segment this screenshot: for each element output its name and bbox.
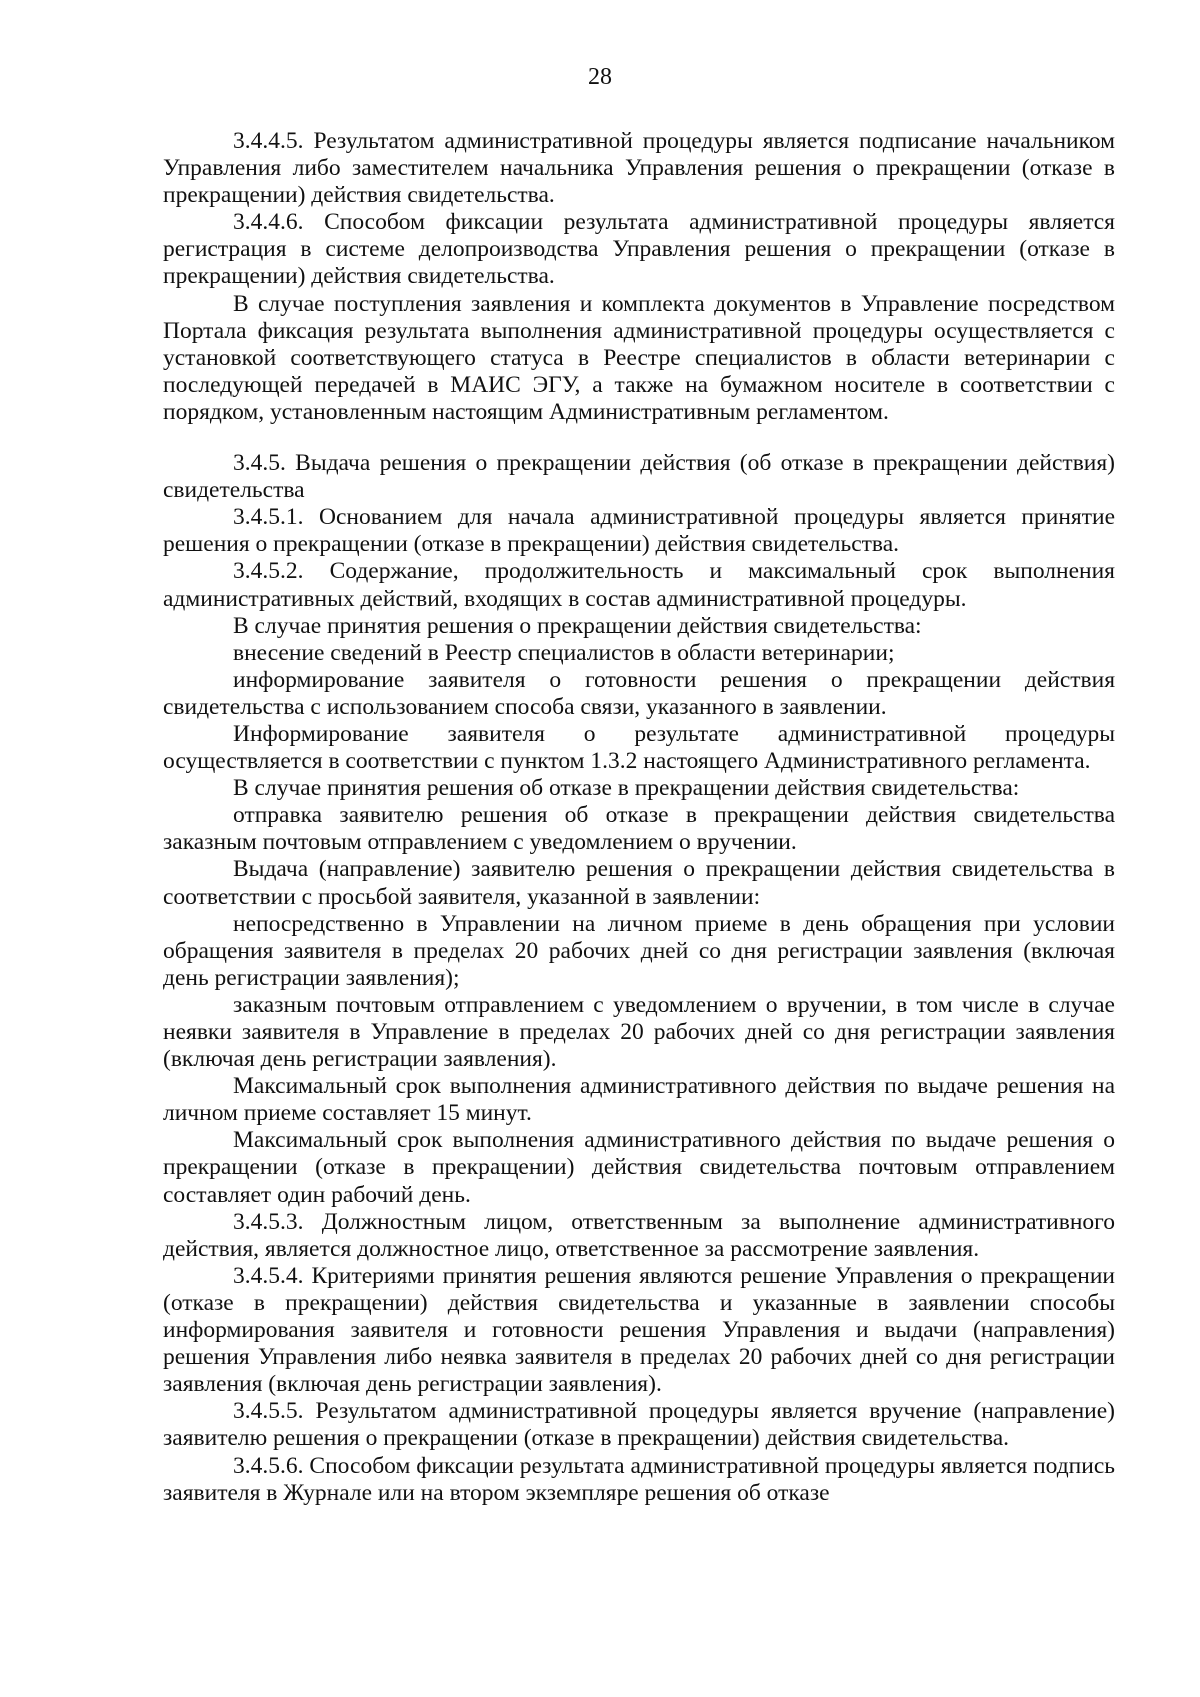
paragraph-3-4-5-4: 3.4.5.4. Критериями принятия решения являются решение Управления о прекращении (отказе в прекращении) действия свидетельства и указанные в заявлении способы информирования заявителя и готовности решения Управления и выдачи (направления) решения Управления либо неявка заявителя в пределах 20 рабочих дней со дня регистрации заявления (включая день регистрации заявления). — [163, 1262, 1115, 1398]
list-item-informing-applicant: информирование заявителя о готовности решения о прекращении действия свидетельства с использованием способа связи, указанного в заявлении. — [163, 666, 1115, 720]
paragraph-portal-fixation: В случае поступления заявления и комплекта документов в Управление посредством Портала фиксация результата выполнения административной процедуры осуществляется с установкой соответствующего статуса в Реестре специалистов в области ветеринарии с последующей передачей в МАИС ЭГУ, а также на бумажном носителе в соответствии с порядком, установленным настоящим Административным регламентом. — [163, 290, 1115, 425]
paragraph-3-4-4-6: 3.4.4.6. Способом фиксации результата административной процедуры является регистрация в системе делопроизводства Управления решения о прекращении (отказе в прекращении) действия свидетельства. — [163, 209, 1115, 290]
paragraph-max-term-mail: Максимальный срок выполнения административного действия по выдаче решения о прекращении (отказе в прекращении) действия свидетельства почтовым отправлением составляет один рабочий день. — [163, 1127, 1115, 1208]
list-item-in-person: непосредственно в Управлении на личном приеме в день обращения при условии обращения заявителя в пределах 20 рабочих дней со дня регистрации заявления (включая день регистрации заявления); — [163, 910, 1115, 991]
paragraph-3-4-5-2: 3.4.5.2. Содержание, продолжительность и максимальный срок выполнения административных действий, входящих в состав административной процедуры. — [163, 558, 1115, 612]
paragraph-termination-case: В случае принятия решения о прекращении действия свидетельства: — [233, 612, 922, 639]
paragraph-issuance: Выдача (направление) заявителю решения о прекращении действия свидетельства в соответствии с просьбой заявителя, указанной в заявлении: — [163, 856, 1115, 910]
page-number: 28 — [588, 64, 612, 90]
paragraph-informing-result: Информирование заявителя о результате административной процедуры осуществляется в соответствии с пунктом 1.3.2 настоящего Административного регламента. — [163, 720, 1115, 775]
section-gap — [163, 426, 1115, 450]
paragraph-3-4-5-3: 3.4.5.3. Должностным лицом, ответственным за выполнение административного действия, является должностное лицо, ответственное за рассмотрение заявления. — [163, 1208, 1115, 1262]
list-item-sending-refusal: отправка заявителю решения об отказе в прекращении действия свидетельства заказным почтовым отправлением с уведомлением о вручении. — [163, 802, 1115, 856]
paragraph-max-term-in-person: Максимальный срок выполнения административного действия по выдаче решения на личном приеме составляет 15 минут. — [163, 1073, 1115, 1127]
document-body — [163, 128, 1115, 1507]
paragraph-3-4-5-1: 3.4.5.1. Основанием для начала административной процедуры является принятие решения о прекращении (отказе в прекращении) действия свидетельства. — [163, 504, 1115, 558]
section-heading-3-4-5: 3.4.5. Выдача решения о прекращении действия (об отказе в прекращении действия) свидетельства — [163, 450, 1115, 504]
paragraph-refusal-case: В случае принятия решения об отказе в прекращении действия свидетельства: — [233, 775, 1020, 802]
list-item-registry-entry: внесение сведений в Реестр специалистов в области ветеринарии; — [233, 639, 895, 666]
paragraph-3-4-5-5: 3.4.5.5. Результатом административной процедуры является вручение (направление) заявителю решения о прекращении (отказе в прекращении) действия свидетельства. — [163, 1398, 1115, 1452]
list-item-registered-mail: заказным почтовым отправлением с уведомлением о вручении, в том числе в случае неявки заявителя в Управление в пределах 20 рабочих дней со дня регистрации заявления (включая день регистрации заявления). — [163, 991, 1115, 1073]
paragraph-3-4-5-6: 3.4.5.6. Способом фиксации результата административной процедуры является подпись заявителя в Журнале или на втором экземпляре решения об отказе — [163, 1452, 1115, 1506]
paragraph-3-4-4-5: 3.4.4.5. Результатом административной процедуры является подписание начальником Управления либо заместителем начальника Управления решения о прекращении (отказе в прекращении) действия свидетельства. — [163, 128, 1115, 209]
